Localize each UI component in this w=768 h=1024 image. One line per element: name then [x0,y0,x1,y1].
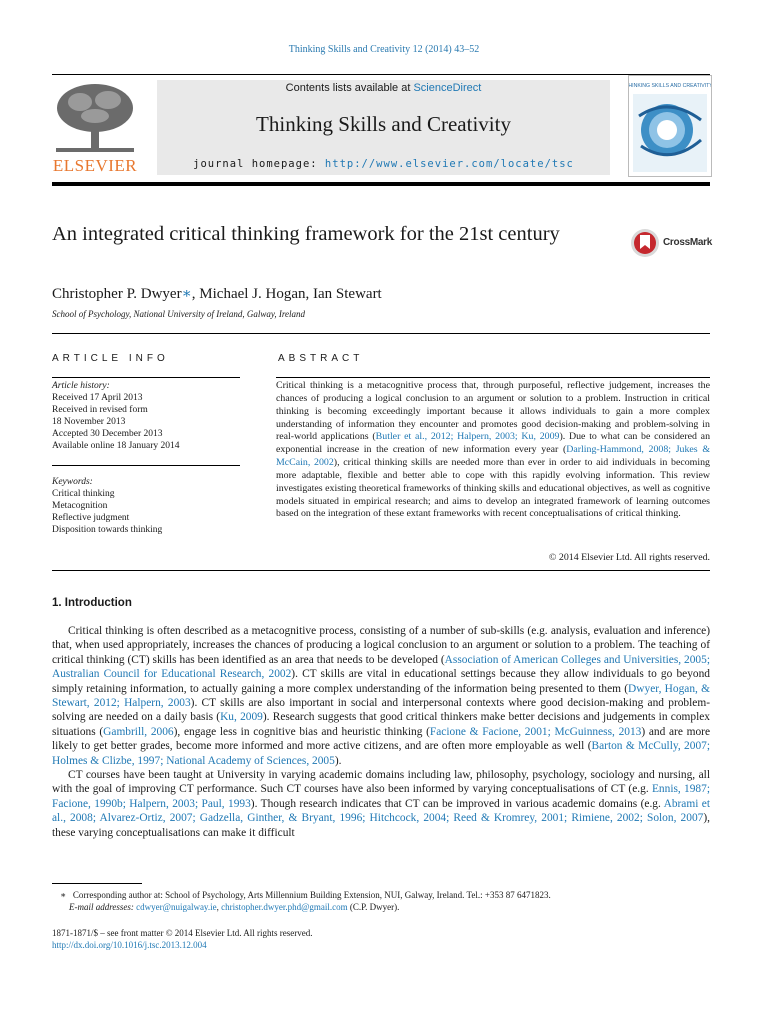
history-item: Received 17 April 2013 [52,393,143,403]
author-list [52,284,382,303]
abstract-text: ). Due to what can be considered an exponential increase in the creation of new information every year ( [276,431,711,456]
body-text: Critical thinking is often described as a metacognitive process, consisting of a number of sub-skills (e.g. analysis, evaluation and inference) that, when used appropriately, increases the chances of producing a logical conclusion to an argument or solution to a problem. The teaching of critical thinking (CT) skills has been identified as an area that needs to be developed ( [52,625,710,666]
issn-info [52,927,313,951]
homepage-prefix: journal homepage: [193,158,325,170]
article-history [52,380,180,452]
doi-link[interactable]: http://dx.doi.org/10.1016/j.tsc.2013.12.004 [52,940,207,950]
divider [52,333,710,334]
body-text: ). CT skills are also important in social and interpersonal contexts where good decision-making and problem-solving are needed on a daily basis ( [52,697,710,724]
body-text: ). CT skills are vital in educational settings because they allow individuals to go beyond simply retaining information, to actually gaining a more complex understanding of the information being presented to them ( [52,668,710,695]
citation-link[interactable]: Association of American Colleges and Universities, 2005; Australian Council for Educational Research, 2002 [52,653,710,681]
corresponding-text: Corresponding author at: School of Psychology, Arts Millennium Building Extension, NUI, Galway, Ireland. Tel.: +353 87 6471823. [72,890,551,900]
header-thick-divider [52,182,710,186]
body-text: ). Research suggests that good critical thinkers make better decisions and judgements in complex situations ( [52,711,710,738]
other-authors: , Michael J. Hogan, Ian Stewart [191,286,382,302]
body-text: ). [334,754,342,767]
citation-link[interactable]: Darling-Hammond, 2008; Jukes & McCain, 2002 [276,444,710,469]
elsevier-wordmark: ELSEVIER [52,156,138,175]
email-link[interactable]: christopher.dwyer.phd@gmail.com [221,902,348,912]
history-item: 18 November 2013 [52,417,126,427]
article-title: An integrated critical thinking framework for the 21st century [52,223,560,245]
citation-link[interactable]: Butler et al., 2012; Halpern, 2003; Ku, 2009 [375,431,560,443]
keyword-item: Disposition towards thinking [52,525,163,535]
article-info-heading: ARTICLE INFO [52,353,169,364]
section-heading-introduction: 1. Introduction [52,597,132,609]
crossmark-label[interactable]: CrossMark [663,237,712,248]
email-label: E-mail addresses: [69,902,134,912]
divider [52,465,240,466]
paragraph [52,624,710,768]
journal-cover-image [628,75,712,177]
abstract-heading: ABSTRACT [278,353,364,364]
journal-title: Thinking Skills and Creativity [256,112,511,136]
citation-link[interactable]: Facione & Facione, 2001; McGuinness, 2013 [429,725,642,738]
corresponding-author-mark[interactable]: ∗ [181,286,192,302]
contents-availability [157,82,610,94]
homepage-url-link[interactable]: http://www.elsevier.com/locate/tsc [324,158,574,170]
email-link[interactable]: cdwyer@nuigalway.ie [136,902,217,912]
body-text: ) and are more likely to get better grades, become more informed and more active citizens, and are often more employable as well ( [52,725,710,753]
history-item: Accepted 30 December 2013 [52,429,163,439]
email-suffix: (C.P. Dwyer). [347,902,400,912]
footnote [60,889,551,913]
abstract-text: Critical thinking is a metacognitive process that, through purposeful, reflective judgement, increases the chances of producing a logical conclusion to an argument or solution to a problem. Instruction in critical thinking is becoming exceedingly important because it allows individuals to gain a more complex understanding of information they encounter and promotes good decision-making and problem-solving in real-world applications ( [276,380,710,443]
keywords-label: Keywords: [52,477,93,487]
footnote-mark: ∗ [60,890,67,900]
sciencedirect-link[interactable]: ScienceDirect [413,82,482,94]
keyword-item: Reflective judgment [52,513,130,523]
introduction-body [52,624,710,840]
front-matter-line: 1871-1871/$ – see front matter © 2014 Elsevier Ltd. All rights reserved. [52,928,313,938]
history-item: Available online 18 January 2014 [52,441,180,451]
body-text: ), these varying conceptualisations can make it difficult [52,812,710,839]
citation-link[interactable]: Dwyer, Hogan, & Stewart, 2012; Halpern, 2003 [52,682,710,710]
body-text: CT courses have been taught at University in varying academic domains including law, philosophy, psychology, sociology and nursing, all with the goal of improving CT performance. Such CT courses have also been informed by varying conceptualisations of CT (e.g. [52,769,710,796]
footnote-divider [52,883,142,884]
corresponding-author-note [60,889,551,901]
divider [276,377,710,378]
keyword-item: Critical thinking [52,489,115,499]
citation-link[interactable]: Abrami et al., 2008; Alvarez-Ortiz, 2007; Gadzella, Ginther, & Bryant, 1996; Hitchcock, 2004; Reed & Kromrey, 2001; Rimiene, 2002; Solon, 2007 [52,797,710,825]
journal-citation-link[interactable]: Thinking Skills and Creativity 12 (2014) 43–52 [288,44,480,55]
header-divider [52,74,710,75]
divider [52,377,240,378]
history-label: Article history: [52,381,110,391]
paragraph [52,768,710,840]
citation-link[interactable]: Ennis, 1987; Facione, 1990b; Halpern, 2003; Paul, 1993 [52,783,710,810]
body-text: ). Though research indicates that CT can be improved in various academic domains (e.g. [250,797,664,810]
citation-link[interactable]: Gambrill, 2006 [103,725,174,738]
divider [52,570,710,571]
abstract-copyright: © 2014 Elsevier Ltd. All rights reserved. [548,552,710,563]
body-text: ), engage less in cognitive bias and heuristic thinking ( [173,725,430,738]
email-note: E-mail addresses: cdwyer@nuigalway.ie, christopher.dwyer.phd@gmail.com (C.P. Dwyer). [69,902,400,912]
keyword-item: Metacognition [52,501,108,511]
citation-link[interactable]: Ku, 2009 [220,711,263,724]
keywords [52,476,162,536]
contents-prefix: Contents lists available at [285,82,414,94]
citation-link[interactable]: Barton & McCully, 2007; Holmes & Clizbe, 1997; National Academy of Sciences, 2005 [52,740,710,767]
affiliation: School of Psychology, National University of Ireland, Galway, Ireland [52,309,306,319]
author-dwyer: Christopher P. Dwyer [52,286,182,302]
abstract-text: ), critical thinking skills are needed more than ever in order to aid individuals in becoming more adaptable, flexible and better able to cope with this rapidly evolving information. This review investigates existing theoretical frameworks of thinking skills and educational objectives, as well as cognitive models situated in empirical research; and aims to develop an integrated framework of learning outcomes based on the integration of these extant frameworks with recent conceptualisations of critical thinking. [276,457,710,520]
journal-homepage [157,158,610,170]
history-item: Received in revised form [52,405,148,415]
cover-title-text: THINKING SKILLS AND CREATIVITY [629,83,711,89]
abstract-body [276,380,710,521]
